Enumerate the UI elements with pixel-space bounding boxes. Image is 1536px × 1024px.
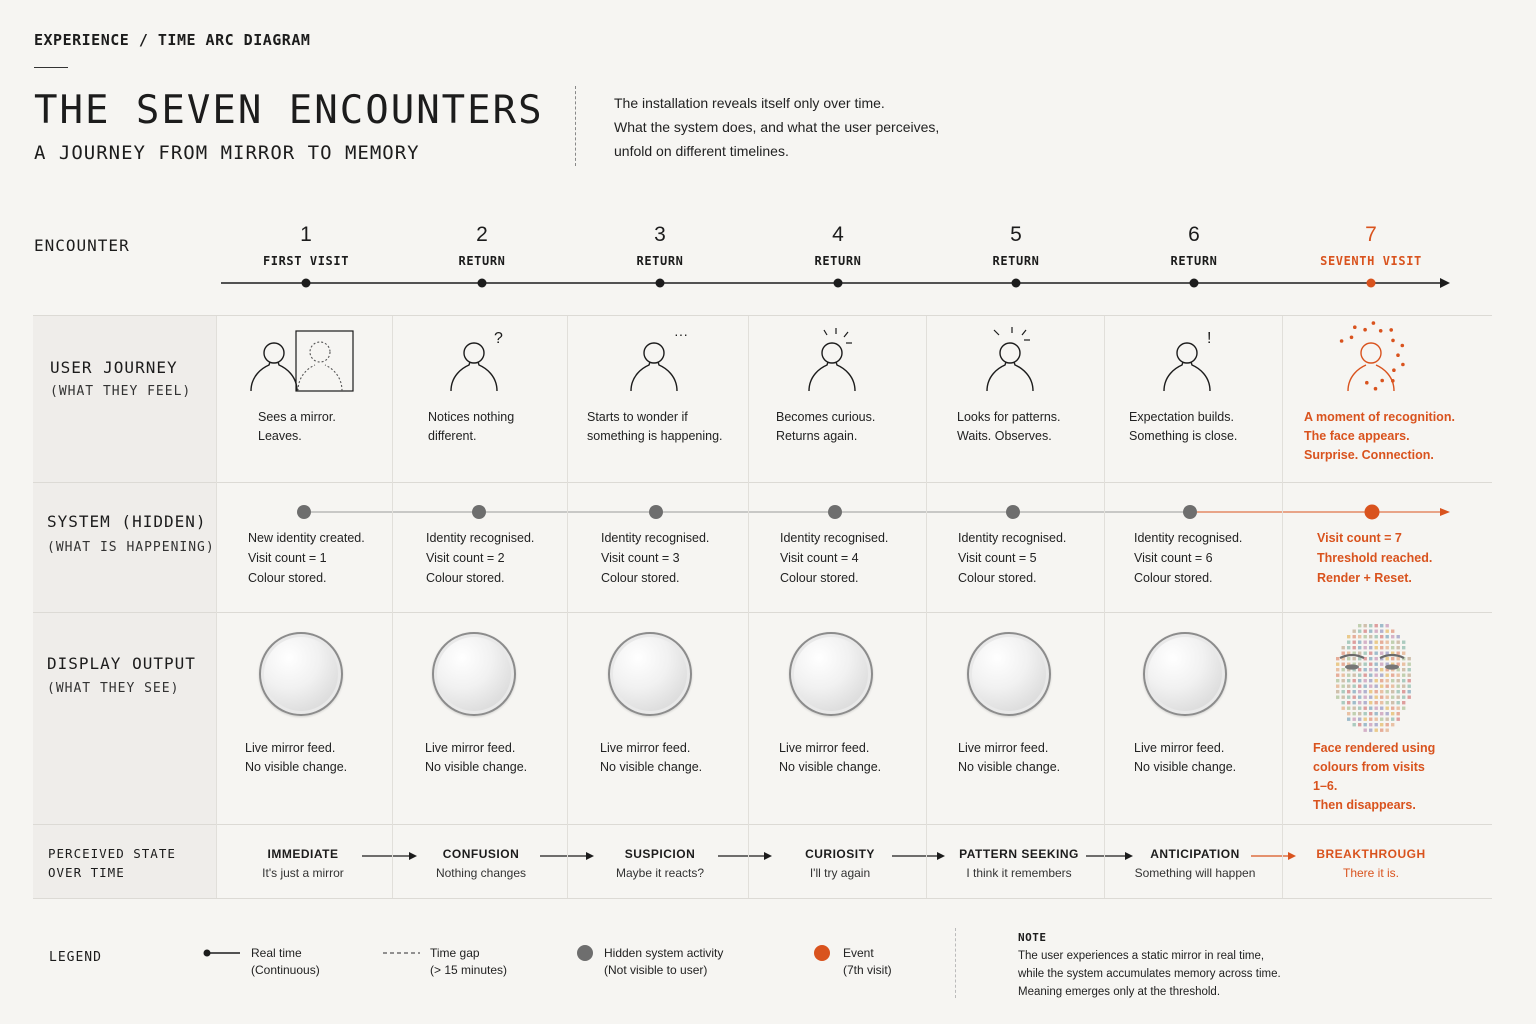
mirror-display (432, 632, 516, 716)
legend-item (843, 945, 892, 979)
perceived-state (765, 847, 915, 880)
person-with-reflection-icon (251, 331, 353, 391)
journey-text-line: A moment of recognition. (1304, 410, 1455, 424)
hidden-activity-dot-icon (577, 945, 593, 961)
legend-item-sub: (Not visible to user) (604, 963, 708, 977)
system-text-line: Colour stored. (601, 571, 680, 585)
perceived-state (1296, 847, 1446, 880)
journey-text (258, 408, 336, 446)
hidden-activity-node (472, 505, 486, 519)
system-text-line: Threshold reached. (1317, 551, 1433, 565)
person-curious-icon (809, 328, 855, 391)
legend-item-sub: (7th visit) (843, 963, 892, 977)
journey-text-line: Leaves. (258, 429, 302, 443)
column-divider (392, 316, 393, 898)
state-name: IMMEDIATE (267, 847, 339, 861)
row-divider (33, 315, 1492, 316)
hidden-activity-node (649, 505, 663, 519)
legend-label: LEGEND (49, 950, 102, 965)
row-sub-system: (WHAT IS HAPPENING) (47, 540, 215, 555)
display-text (1134, 739, 1236, 777)
legend-item-title: Time gap (430, 946, 480, 960)
system-text-line: Colour stored. (248, 571, 327, 585)
system-text-line: Colour stored. (1134, 571, 1213, 585)
system-text (780, 528, 888, 588)
encounter-name: RETURN (992, 254, 1040, 268)
journey-text-line: different. (428, 429, 477, 443)
state-desc: It's just a mirror (262, 866, 344, 880)
perceived-state (228, 847, 378, 880)
encounter-number: 4 (832, 223, 844, 246)
row-divider (33, 898, 1492, 899)
timeline-arrowhead (1440, 278, 1450, 288)
display-text-line: Live mirror feed. (425, 741, 516, 755)
row-title-journey: USER JOURNEY (50, 358, 178, 377)
encounter-name: RETURN (636, 254, 684, 268)
mirror-display (1143, 632, 1227, 716)
thought-mark: ··· (674, 326, 688, 342)
encounter-node (478, 279, 487, 288)
display-text (245, 739, 347, 777)
legend-item-title: Event (843, 946, 874, 960)
note-line: while the system accumulates memory across time. (1018, 968, 1281, 980)
display-text-line: Face rendered using (1313, 741, 1436, 755)
colour-dot-face (1336, 624, 1411, 732)
display-text-line: Live mirror feed. (245, 741, 336, 755)
page-subtitle: A JOURNEY FROM MIRROR TO MEMORY (34, 142, 420, 164)
journey-text-line: Starts to wonder if (587, 410, 688, 424)
state-name: ANTICIPATION (1150, 847, 1240, 861)
journey-text (428, 408, 514, 446)
mirror-display (608, 632, 692, 716)
system-text-line: Visit count = 3 (601, 551, 680, 565)
state-name: PATTERN SEEKING (959, 847, 1079, 861)
note-line: Meaning emerges only at the threshold. (1018, 986, 1221, 998)
display-text (600, 739, 702, 777)
person-recognition-icon (1340, 321, 1405, 391)
system-text (958, 528, 1066, 588)
encounter-number: 3 (654, 223, 666, 246)
note-line: The user experiences a static mirror in real time, (1018, 950, 1265, 962)
legend-item (604, 945, 723, 979)
system-text-line: Identity recognised. (426, 531, 535, 545)
journey-text-line: Expectation builds. (1129, 410, 1234, 424)
state-desc: I'll try again (809, 866, 871, 880)
journey-text-line: Something is close. (1129, 429, 1238, 443)
display-text (958, 739, 1060, 777)
system-text-line: Identity recognised. (780, 531, 889, 545)
state-name: CONFUSION (442, 847, 520, 861)
state-name: SUSPICION (624, 847, 696, 861)
column-divider (1104, 316, 1105, 898)
mirror-display (967, 632, 1051, 716)
display-text-line: No visible change. (958, 760, 1061, 774)
display-text-line: Live mirror feed. (958, 741, 1049, 755)
person-exclamation-icon (1164, 330, 1211, 391)
row-title-system: SYSTEM (HIDDEN) (47, 512, 207, 531)
encounter-name: FIRST VISIT (262, 254, 350, 268)
system-text-line: Colour stored. (780, 571, 859, 585)
encounter-node (1367, 279, 1376, 288)
journey-text (587, 408, 723, 446)
encounter-node (1012, 279, 1021, 288)
page-title: THE SEVEN ENCOUNTERS (34, 88, 544, 133)
system-text-line: Visit count = 1 (248, 551, 327, 565)
note-text (1018, 947, 1281, 1001)
column-divider (748, 316, 749, 898)
system-text-line: Visit count = 5 (958, 551, 1037, 565)
journey-text-line: Looks for patterns. (957, 410, 1061, 424)
row-title-perceived: PERCEIVED STATE (48, 846, 176, 861)
journey-text-line: Surprise. Connection. (1304, 448, 1434, 462)
encounter-number: 7 (1365, 223, 1377, 246)
row-title-display: DISPLAY OUTPUT (47, 654, 196, 673)
display-text-line: Live mirror feed. (600, 741, 691, 755)
journey-text-line: Sees a mirror. (258, 410, 336, 424)
encounter-node (656, 279, 665, 288)
perceived-state (585, 847, 735, 880)
display-text (779, 739, 881, 777)
hidden-activity-node (828, 505, 842, 519)
display-text-line: No visible change. (779, 760, 882, 774)
row-sub-display: (WHAT THEY SEE) (47, 681, 180, 696)
thought-mark: ! (1207, 330, 1212, 347)
event-dot-icon (814, 945, 830, 961)
column-divider (1282, 316, 1283, 898)
row-divider (33, 482, 1492, 483)
journey-text-line: The face appears. (1304, 429, 1410, 443)
system-text-line: Colour stored. (426, 571, 505, 585)
system-text-line: Visit count = 2 (426, 551, 505, 565)
system-arrowhead (1440, 508, 1450, 516)
note-heading: NOTE (1018, 931, 1047, 944)
hidden-activity-node (297, 505, 311, 519)
state-desc: Nothing changes (435, 866, 527, 880)
state-name: CURIOSITY (805, 847, 875, 861)
intro-line: unfold on different timelines. (614, 143, 789, 159)
system-text-line: Identity recognised. (1134, 531, 1243, 545)
column-divider (216, 316, 217, 898)
encounter-name: RETURN (1170, 254, 1218, 268)
journey-text (957, 408, 1061, 446)
journey-text-line: Becomes curious. (776, 410, 876, 424)
perceived-state (406, 847, 556, 880)
state-desc: Something will happen (1134, 866, 1256, 880)
system-text-line: Colour stored. (958, 571, 1037, 585)
state-desc: There it is. (1342, 866, 1399, 880)
intro-line: The installation reveals itself only over time. (614, 95, 885, 111)
legend-item-title: Real time (251, 946, 302, 960)
journey-text-line: Waits. Observes. (957, 429, 1052, 443)
encounter-number: 1 (300, 223, 312, 246)
journey-text-line: something is happening. (587, 429, 723, 443)
display-text-line: 1–6. (1313, 779, 1338, 793)
encounter-name: RETURN (814, 254, 862, 268)
encounter-name: RETURN (458, 254, 506, 268)
display-text-line: Then disappears. (1313, 798, 1416, 812)
legend-item-sub: (Continuous) (251, 963, 320, 977)
column-divider (926, 316, 927, 898)
person-thinking-icon (631, 326, 688, 391)
mirror-display (259, 632, 343, 716)
display-text-line: No visible change. (600, 760, 703, 774)
journey-text-line: Notices nothing (428, 410, 515, 424)
legend-item-sub: (> 15 minutes) (430, 963, 508, 977)
display-text (1313, 739, 1435, 815)
display-text-line: Live mirror feed. (779, 741, 870, 755)
state-name: BREAKTHROUGH (1316, 847, 1426, 861)
display-text-line: No visible change. (245, 760, 348, 774)
thought-mark: ? (494, 330, 503, 347)
journey-text (1304, 408, 1455, 465)
display-text-line: No visible change. (1134, 760, 1237, 774)
perceived-state (944, 847, 1094, 880)
row-divider (33, 824, 1492, 825)
hidden-activity-node (1183, 505, 1197, 519)
encounter-node (1190, 279, 1199, 288)
note-divider (955, 928, 956, 998)
diagram-kicker: EXPERIENCE / TIME ARC DIAGRAM (34, 31, 311, 49)
journey-text (1129, 408, 1237, 446)
display-text-line: No visible change. (425, 760, 528, 774)
row-labels-band (33, 316, 216, 898)
system-text-line: Visit count = 7 (1317, 531, 1402, 545)
system-text (1134, 528, 1242, 588)
display-text (425, 739, 527, 777)
person-observing-icon (987, 327, 1033, 391)
encounter-number: 2 (476, 223, 488, 246)
state-desc: I think it remembers (966, 866, 1072, 880)
person-question-icon (451, 330, 503, 391)
system-text-line: Identity recognised. (601, 531, 710, 545)
system-text (248, 528, 365, 588)
event-node (1365, 505, 1380, 520)
system-text-line: New identity created. (248, 531, 365, 545)
legend-item (430, 945, 507, 979)
display-text-line: colours from visits (1313, 760, 1425, 774)
system-text-line: Identity recognised. (958, 531, 1067, 545)
legend-item (251, 945, 320, 979)
system-text-line: Visit count = 4 (780, 551, 859, 565)
encounter-number: 6 (1188, 223, 1200, 246)
column-divider (567, 316, 568, 898)
encounter-node (302, 279, 311, 288)
legend-item-title: Hidden system activity (604, 946, 724, 960)
system-text-line: Visit count = 6 (1134, 551, 1213, 565)
hidden-activity-node (1006, 505, 1020, 519)
encounter-name: SEVENTH VISIT (1320, 254, 1422, 268)
system-text (601, 528, 709, 588)
row-title-perceived-2: OVER TIME (48, 865, 125, 880)
perceived-state (1120, 847, 1270, 880)
encounter-row-label: ENCOUNTER (34, 236, 130, 255)
system-text-line: Render + Reset. (1317, 571, 1412, 585)
mirror-display (789, 632, 873, 716)
state-arrowhead (1288, 852, 1296, 860)
journey-text (776, 408, 875, 446)
encounter-node (834, 279, 843, 288)
system-text (426, 528, 534, 588)
row-divider (33, 612, 1492, 613)
journey-text-line: Returns again. (776, 429, 858, 443)
intro-line: What the system does, and what the user perceives, (614, 119, 940, 135)
row-sub-journey: (WHAT THEY FEEL) (50, 384, 192, 399)
display-text-line: Live mirror feed. (1134, 741, 1225, 755)
encounter-number: 5 (1010, 223, 1022, 246)
state-desc: Maybe it reacts? (615, 866, 705, 880)
system-text (1317, 528, 1432, 588)
